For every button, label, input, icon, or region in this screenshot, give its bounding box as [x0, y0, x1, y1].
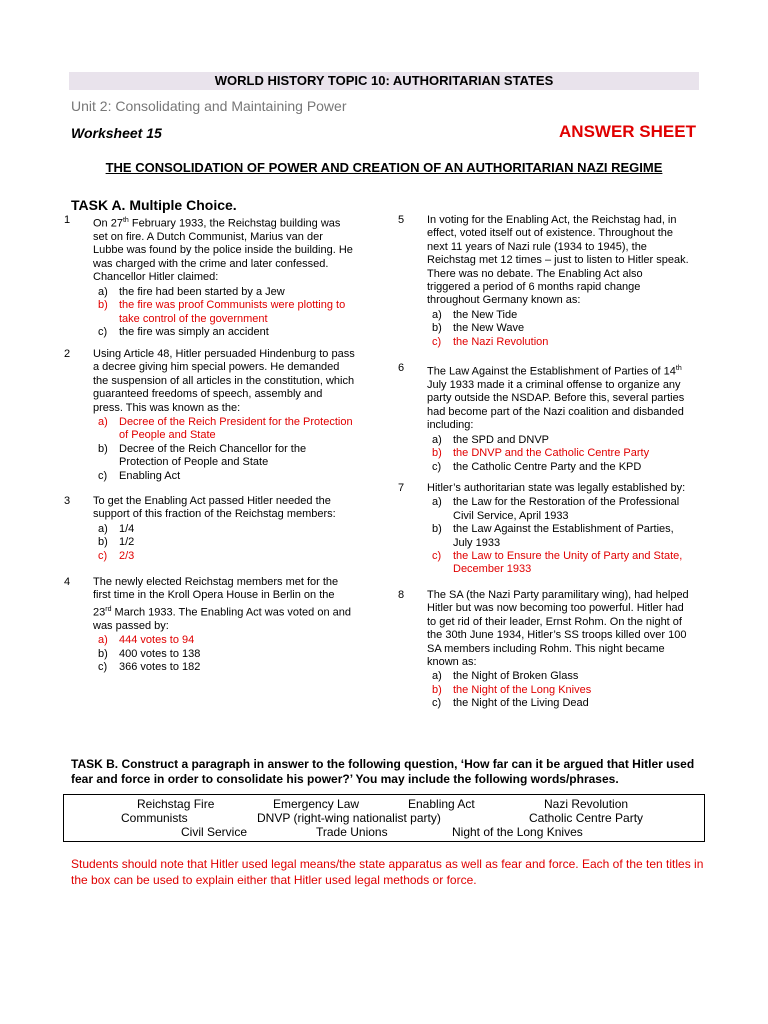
- option-text: the Law to Ensure the Unity of Party and State, December 1933: [453, 550, 683, 576]
- option-letter: b): [432, 322, 442, 335]
- question-stem: [427, 482, 689, 577]
- correct-option: [93, 634, 355, 647]
- option-letter: c): [432, 697, 442, 710]
- option: [93, 443, 355, 470]
- option-text: Decree of the Reich President for the Protection of People and State: [119, 416, 353, 442]
- option-text: the Night of the Long Knives: [453, 683, 592, 696]
- option-letter: c): [432, 550, 442, 563]
- option-list: [93, 523, 355, 563]
- question-number: 8: [398, 589, 405, 601]
- question-text: July 1933 made it a criminal offense to organize any party outside the NSDAP. Before this, several parties had become part of the Nazi coalition and disbanded including:: [427, 379, 685, 432]
- option-letter: b): [432, 683, 442, 696]
- word-box: [63, 794, 705, 842]
- option-letter: a): [432, 670, 442, 683]
- option-text: the fire was simply an accident: [119, 325, 269, 338]
- option-letter: b): [98, 536, 108, 549]
- option-list: [427, 434, 689, 474]
- option-text: the Night of Broken Glass: [453, 670, 579, 683]
- task-b-prompt: TASK B. Construct a paragraph in answer to the following question, ‘How far can it be argued that Hitler used fear and force in order to consolidate his power?’ You may include the following words/phrases.: [71, 757, 695, 786]
- option: [427, 434, 689, 447]
- option-text: 2/3: [119, 549, 135, 562]
- option-letter: c): [432, 335, 442, 348]
- worksheet-title: THE CONSOLIDATION OF POWER AND CREATION OF AN AUTHORITARIAN NAZI REGIME: [105, 160, 663, 175]
- word-item: Nazi Revolution: [544, 797, 629, 811]
- correct-option: [93, 299, 355, 326]
- option: [427, 461, 689, 474]
- option-text: 1/2: [119, 536, 135, 549]
- question-stem: [93, 576, 355, 675]
- worksheet-label: Worksheet 15: [71, 125, 162, 141]
- question-stem: [93, 495, 355, 563]
- option-list: [427, 309, 689, 349]
- question-number: 6: [398, 362, 405, 374]
- option: [93, 523, 355, 536]
- correct-option: [427, 550, 689, 577]
- option-letter: b): [432, 523, 442, 536]
- option: [427, 322, 689, 335]
- option-letter: a): [98, 416, 108, 429]
- word-item: Communists: [121, 811, 188, 825]
- option: [427, 670, 689, 683]
- option-letter: a): [432, 308, 442, 321]
- unit-subtitle: Unit 2: Consolidating and Maintaining Power: [71, 98, 347, 114]
- option-text: the DNVP and the Catholic Centre Party: [453, 447, 650, 460]
- option-letter: c): [98, 469, 108, 482]
- option-letter: b): [98, 647, 108, 660]
- question-text: The Law Against the Establishment of Parties of 14: [427, 365, 676, 378]
- option: [93, 536, 355, 549]
- option-text: 1/4: [119, 522, 135, 535]
- option-text: the Nazi Revolution: [453, 335, 549, 348]
- option: [93, 470, 355, 483]
- option-text: the New Wave: [453, 322, 525, 335]
- question-text: Using Article 48, Hitler persuaded Hindenburg to pass a decree giving him special powers. He demanded the suspension of all articles in the constitution, which guaranteed freedoms of speech, assembly and press. This was known as the:: [93, 348, 355, 414]
- option: [93, 326, 355, 339]
- question-stem: [93, 214, 355, 339]
- option-letter: a): [432, 433, 442, 446]
- option: [427, 309, 689, 322]
- correct-option: [427, 447, 689, 460]
- question-number: 3: [64, 495, 71, 507]
- option: [427, 523, 689, 550]
- option-text: the Law Against the Establishment of Parties, July 1933: [453, 523, 674, 549]
- question-stem: [427, 362, 689, 474]
- option: [93, 648, 355, 661]
- question-text: March 1933. The Enabling Act was voted on and was passed by:: [93, 606, 351, 632]
- question-text: February 1933, the Reichstag building was set on fire. A Dutch Communist, Marius van der Lubbe was found by the police inside the building. He was charged with the crime and later confessed. Chancellor Hitler claimed:: [93, 217, 353, 284]
- question-text: On 27: [93, 217, 123, 230]
- teacher-note: Students should note that Hitler used legal means/the state apparatus as well as fear and force. Each of the ten titles in the box can be used to explain either that Hitler used legal methods or force.: [71, 857, 704, 887]
- option-letter: c): [98, 325, 108, 338]
- option-letter: b): [98, 299, 108, 312]
- option-letter: b): [432, 447, 442, 460]
- question-stem: [427, 589, 689, 711]
- correct-option: [93, 550, 355, 563]
- option-text: 366 votes to 182: [119, 661, 201, 674]
- word-item: Night of the Long Knives: [452, 825, 583, 839]
- option-text: the New Tide: [453, 308, 518, 321]
- option-text: the SPD and DNVP: [453, 433, 549, 446]
- task-a-heading: TASK A. Multiple Choice.: [71, 197, 237, 213]
- question-text: The newly elected Reichstag members met for the first time in the Kroll Opera House in Berlin on the 23: [93, 576, 339, 619]
- word-item: Civil Service: [181, 825, 248, 839]
- question-number: 7: [398, 482, 405, 494]
- option: [93, 661, 355, 674]
- ordinal-suffix: rd: [105, 605, 112, 613]
- option-letter: c): [98, 661, 108, 674]
- option: [427, 496, 689, 523]
- answer-sheet-label: ANSWER SHEET: [559, 122, 696, 141]
- option: [427, 697, 689, 710]
- question-number: 4: [64, 576, 71, 588]
- word-item: Catholic Centre Party: [529, 811, 644, 825]
- option-list: [93, 634, 355, 674]
- option-letter: a): [432, 496, 442, 509]
- option-text: 400 votes to 138: [119, 647, 201, 660]
- option-text: the Night of the Living Dead: [453, 697, 589, 710]
- option-list: [427, 670, 689, 710]
- question-stem: [427, 214, 689, 349]
- option-letter: a): [98, 285, 108, 298]
- option: [93, 286, 355, 299]
- question-text: In voting for the Enabling Act, the Reichstag had, in effect, voted itself out of existence. Throughout the next 11 years of Nazi rule (1934 to 1945), the Reichstag met 12 times – just to listen to Hitler speak. There was no debate. The Enabling Act also triggered a period of 6 months rapid change throughout Germany known as:: [427, 214, 689, 307]
- option-letter: a): [98, 522, 108, 535]
- ordinal-suffix: th: [675, 365, 682, 372]
- option-list: [427, 496, 689, 576]
- option-text: Decree of the Reich Chancellor for the Protection of People and State: [119, 442, 307, 469]
- correct-option: [427, 684, 689, 697]
- question-number: 5: [398, 214, 405, 226]
- option-letter: b): [98, 442, 108, 455]
- option-letter: c): [432, 460, 442, 473]
- correct-option: [93, 416, 355, 443]
- correct-option: [427, 336, 689, 349]
- question-number: 2: [64, 348, 71, 360]
- question-text: The SA (the Nazi Party paramilitary wing), had helped Hitler but was now becoming too powerful. Hitler had to get rid of their leader, Ernst Rohm. On the night of the 30th June 1934, Hitler’s SS troops killed over 100 SA members including Rohm. This night became known as:: [427, 589, 689, 669]
- option-list: [93, 286, 355, 340]
- ordinal-suffix: th: [122, 217, 129, 224]
- question-text: To get the Enabling Act passed Hitler needed the support of this fraction of the Reichstag members:: [93, 495, 336, 521]
- word-item: Emergency Law: [273, 797, 360, 811]
- option-text: the fire had been started by a Jew: [119, 285, 285, 298]
- option-text: the Catholic Centre Party and the KPD: [453, 460, 642, 473]
- question-number: 1: [64, 214, 71, 226]
- option-text: the Law for the Restoration of the Professional Civil Service, April 1933: [453, 496, 680, 522]
- question-text: Hitler’s authoritarian state was legally established by:: [427, 482, 686, 494]
- question-stem: [93, 348, 355, 483]
- word-item: Enabling Act: [408, 797, 475, 811]
- option-text: the fire was proof Communists were plotting to take control of the government: [119, 299, 346, 325]
- word-item: Reichstag Fire: [137, 797, 215, 811]
- option-list: [93, 416, 355, 483]
- topic-header: WORLD HISTORY TOPIC 10: AUTHORITARIAN STATES: [69, 72, 699, 90]
- word-item: Trade Unions: [316, 825, 388, 839]
- option-letter: a): [98, 634, 108, 647]
- option-text: 444 votes to 94: [119, 634, 195, 647]
- option-letter: c): [98, 549, 108, 562]
- option-text: Enabling Act: [119, 469, 181, 482]
- word-item: DNVP (right-wing nationalist party): [257, 811, 441, 825]
